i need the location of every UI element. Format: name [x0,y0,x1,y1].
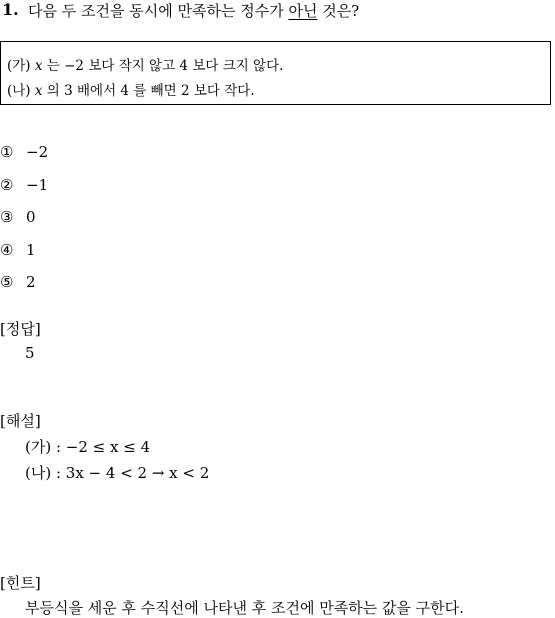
choice-2-value: −1 [26,176,49,194]
choice-5-value: 2 [26,273,36,291]
choice-2-number: ② [0,176,14,194]
condition-ga-variable: x [34,58,43,74]
condition-na-prefix: (나) [7,83,35,99]
hint-label: [힌트] [0,574,41,592]
condition-na-variable: x [34,83,43,99]
question-number: 1. [2,0,19,19]
explanation-line-2: (나) : 3x − 4 < 2 → x < 2 [25,464,210,482]
answer-value: 5 [25,344,35,362]
choice-4[interactable] [0,241,36,259]
conditions-box [0,41,551,105]
question-text-before: 다음 두 조건을 동시에 만족하는 정수가 [28,2,289,20]
condition-ga [7,54,283,74]
choice-1-number: ① [0,143,14,161]
choice-3-number: ③ [0,208,14,226]
condition-na-text: 의 3 배에서 4 를 빼면 2 보다 작다. [42,83,255,99]
choice-2[interactable] [0,176,48,194]
condition-na [7,79,255,99]
choice-1[interactable] [0,143,48,161]
question-text-after: 것은? [317,2,360,20]
choice-3-value: 0 [26,208,36,226]
question-text [28,0,359,21]
question-text-underlined: 아닌 [288,2,318,20]
hint-text: 부등식을 세운 후 수직선에 나타낸 후 조건에 만족하는 값을 구한다. [25,599,464,617]
choice-5[interactable] [0,273,36,291]
choice-4-value: 1 [26,241,36,259]
choice-5-number: ⑤ [0,273,14,291]
explanation-line-1: (가) : −2 ≤ x ≤ 4 [25,438,151,456]
explanation-label: [해설] [0,412,41,430]
condition-ga-text: 는 −2 보다 작지 않고 4 보다 크지 않다. [42,58,284,74]
choice-4-number: ④ [0,241,14,259]
choice-3[interactable] [0,208,36,226]
choice-1-value: −2 [26,143,49,161]
condition-ga-prefix: (가) [7,58,35,74]
answer-label: [정답] [0,320,41,338]
